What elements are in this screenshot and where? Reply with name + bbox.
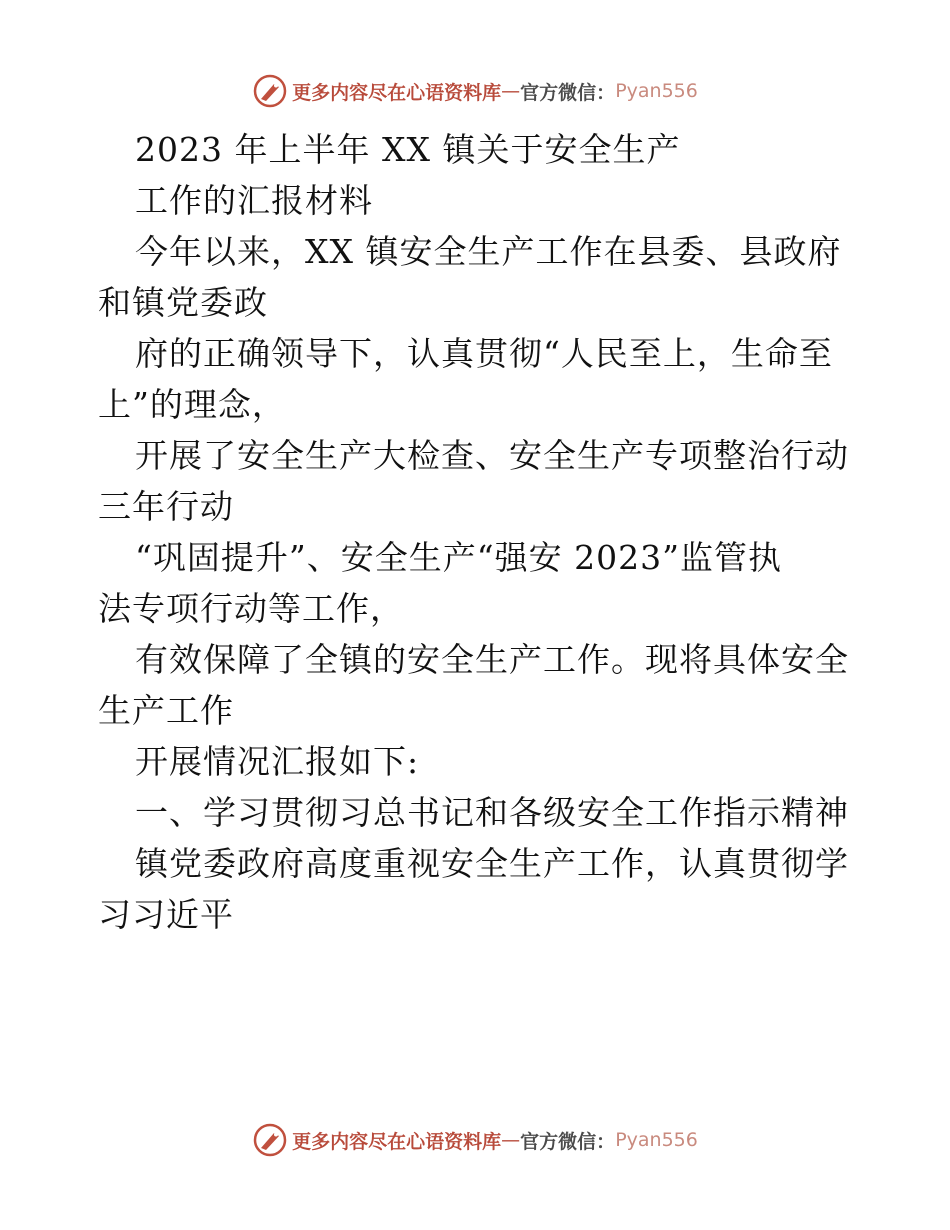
- watermark-text: 更多内容尽在心语资料库: [292, 1130, 502, 1153]
- document-line: 有效保障了全镇的安全生产工作。现将具体安全: [135, 640, 849, 679]
- document-body: [98, 124, 858, 940]
- pen-nib-logo-icon: [252, 73, 288, 109]
- document-line: 上”的理念，: [98, 385, 286, 424]
- watermark-id: Pyan556: [615, 1129, 698, 1151]
- watermark-dash: —: [501, 80, 521, 102]
- document-line: 生产工作: [98, 691, 234, 730]
- document-line: 2023 年上半年 XX 镇关于安全生产: [135, 130, 681, 169]
- document-line: 法专项行动等工作，: [98, 589, 404, 628]
- document-line: 习习近平: [98, 895, 234, 934]
- document-line: 开展情况汇报如下:: [135, 742, 420, 781]
- watermark-id: Pyan556: [615, 80, 698, 102]
- document-line: 一、学习贯彻习总书记和各级安全工作指示精神: [135, 793, 849, 832]
- document-line: 今年以来，XX 镇安全生产工作在县委、县政府: [135, 232, 842, 271]
- document-line: 工作的汇报材料: [135, 181, 373, 220]
- document-line: 开展了安全生产大检查、安全生产专项整治行动: [135, 436, 849, 475]
- document-line: 三年行动: [98, 487, 234, 526]
- header-watermark: [0, 71, 950, 111]
- watermark-dash: —: [501, 1129, 521, 1151]
- watermark-text: 更多内容尽在心语资料库: [292, 81, 502, 104]
- footer-watermark: [0, 1120, 950, 1160]
- watermark-label: 官方微信：: [520, 81, 616, 104]
- watermark-label: 官方微信：: [520, 1130, 616, 1153]
- document-line: 府的正确领导下，认真贯彻“人民至上，生命至: [135, 334, 833, 373]
- pen-nib-logo-icon: [252, 1122, 288, 1158]
- document-line: 镇党委政府高度重视安全生产工作，认真贯彻学: [135, 844, 849, 883]
- document-line: 和镇党委政: [98, 283, 268, 322]
- document-line: “巩固提升”、安全生产“强安 2023”监管执: [135, 538, 782, 577]
